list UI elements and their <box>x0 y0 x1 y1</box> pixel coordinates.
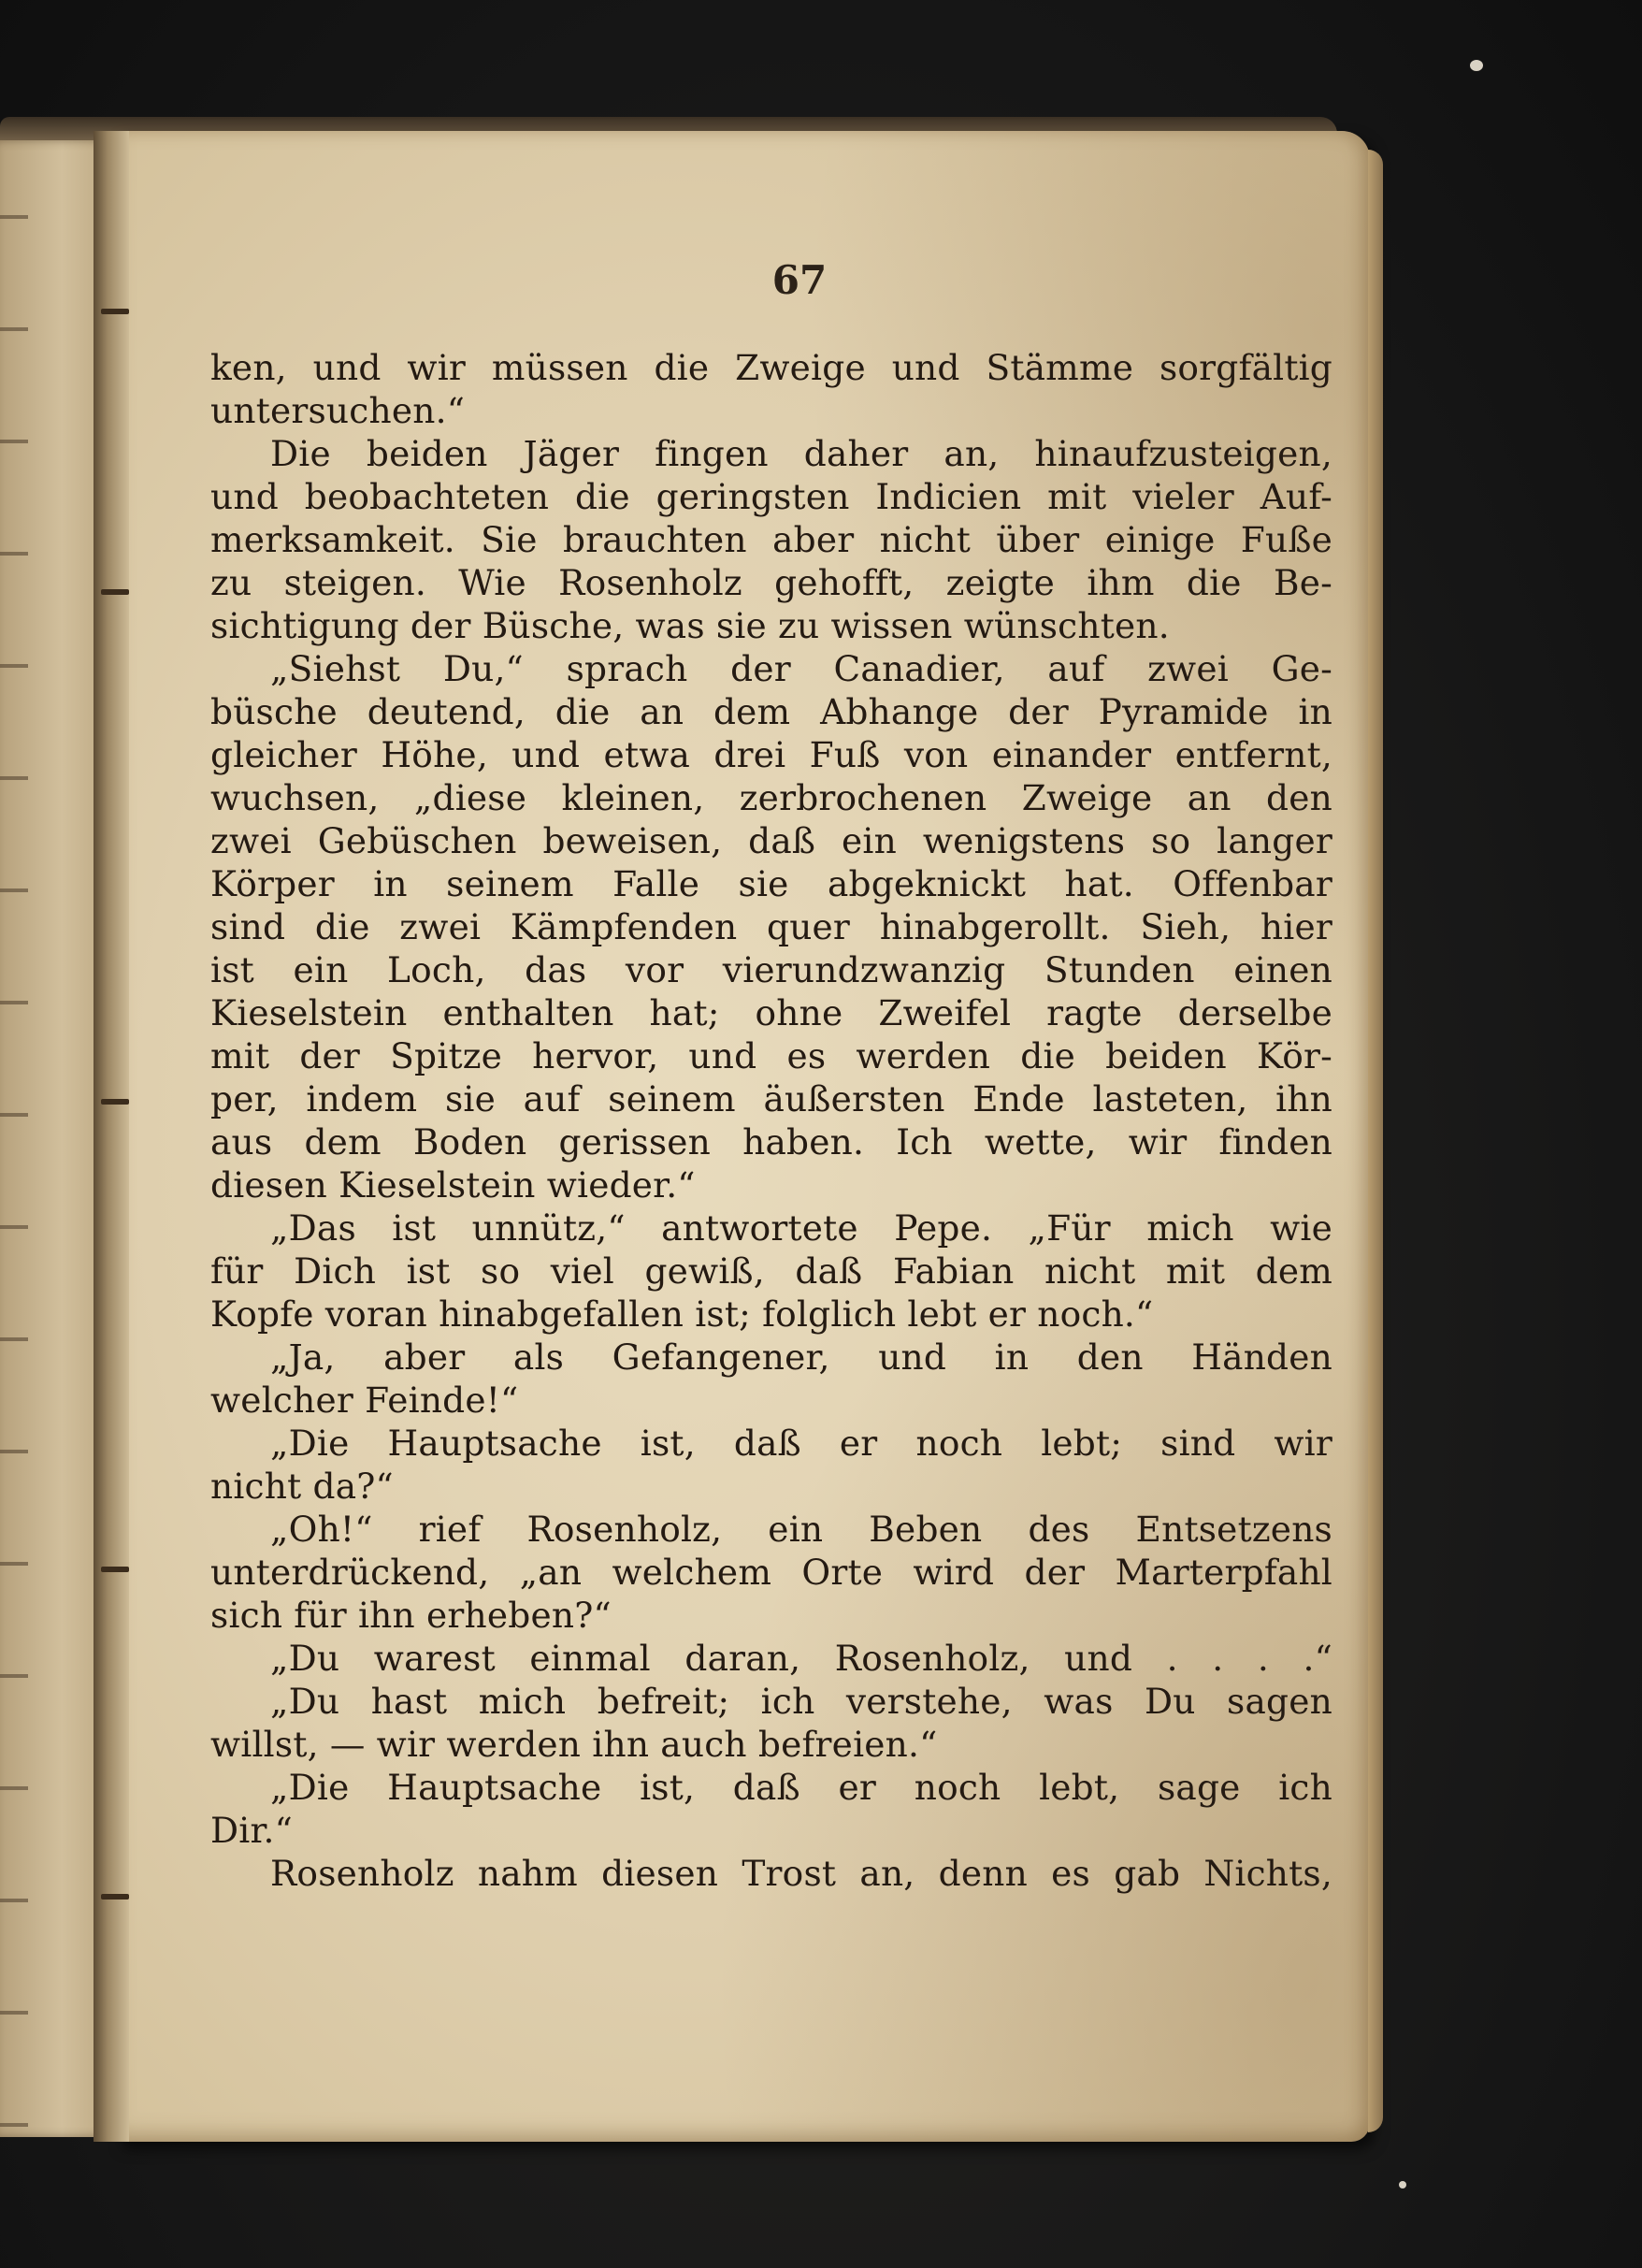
left-page-text-fragments <box>0 140 28 2137</box>
text-line: „Du warest einmal daran, Rosenholz, und . . . .“ <box>270 1638 1332 1679</box>
text-line: ken, und wir müssen die Zweige und Stämme sorgfältig <box>210 347 1332 388</box>
text-line: diesen Kieselstein wieder.“ <box>210 1164 696 1206</box>
page-number: 67 <box>771 257 828 303</box>
text-line: zwei Gebüschen beweisen, daß ein wenigstens so langer <box>210 820 1332 861</box>
text-line: ist ein Loch, das vor vierundzwanzig Stunden einen <box>210 949 1332 990</box>
text-line: gleicher Höhe, und etwa drei Fuß von einander entfernt, <box>210 734 1332 775</box>
text-line: Kopfe voran hinabgefallen ist; folglich lebt er noch.“ <box>210 1293 1154 1335</box>
book-gutter <box>94 131 129 2142</box>
text-line: „Siehst Du,“ sprach der Canadier, auf zwei Ge- <box>270 648 1332 689</box>
text-line: merksamkeit. Sie brauchten aber nicht über einige Fuße <box>210 519 1332 560</box>
dust-speck <box>1399 2181 1406 2189</box>
text-line: „Du hast mich befreit; ich verstehe, was Du sagen <box>270 1681 1332 1722</box>
text-line: „Ja, aber als Gefangener, und in den Händen <box>270 1336 1332 1378</box>
book-page <box>117 131 1370 2142</box>
binding-stitch <box>101 309 129 314</box>
text-line: zu steigen. Wie Rosenholz gehofft, zeigte ihm die Be- <box>210 562 1332 603</box>
text-line: untersuchen.“ <box>210 390 466 431</box>
page-edge <box>1368 150 1383 2132</box>
text-line: Rosenholz nahm diesen Trost an, denn es gab Nichts, <box>270 1853 1332 1894</box>
text-line: „Die Hauptsache ist, daß er noch lebt, sage ich <box>270 1767 1332 1808</box>
text-line: willst, — wir werden ihn auch befreien.“ <box>210 1724 938 1765</box>
binding-stitch <box>101 1567 129 1572</box>
binding-stitch <box>101 1894 129 1900</box>
text-line: welcher Feinde!“ <box>210 1380 519 1421</box>
binding-stitch <box>101 589 129 595</box>
dust-speck <box>1470 60 1483 71</box>
binding-stitch <box>101 1099 129 1105</box>
text-line: für Dich ist so viel gewiß, daß Fabian nicht mit dem <box>210 1250 1332 1292</box>
text-line: mit der Spitze hervor, und es werden die beiden Kör- <box>210 1035 1332 1076</box>
text-line: büsche deutend, die an dem Abhange der Pyramide in <box>210 691 1332 732</box>
text-line: Körper in seinem Falle sie abgeknickt hat. Offenbar <box>210 863 1332 904</box>
text-line: nicht da?“ <box>210 1466 394 1507</box>
text-line: „Das ist unnütz,“ antwortete Pepe. „Für mich wie <box>270 1207 1332 1249</box>
text-line: per, indem sie auf seinem äußersten Ende lasteten, ihn <box>210 1078 1332 1120</box>
text-line: sich für ihn erheben?“ <box>210 1595 612 1636</box>
text-line: sind die zwei Kämpfenden quer hinabgerollt. Sieh, hier <box>210 906 1332 947</box>
text-line: wuchsen, „diese kleinen, zerbrochenen Zweige an den <box>210 777 1332 818</box>
text-line: „Oh!“ rief Rosenholz, ein Beben des Entsetzens <box>270 1509 1332 1550</box>
text-line: unterdrückend, „an welchem Orte wird der Marterpfahl <box>210 1552 1332 1593</box>
text-line: Kieselstein enthalten hat; ohne Zweifel ragte derselbe <box>210 992 1332 1033</box>
text-line: aus dem Boden gerissen haben. Ich wette, wir finden <box>210 1121 1332 1163</box>
text-line: sichtigung der Büsche, was sie zu wissen wünschten. <box>210 605 1170 646</box>
page-text-block <box>210 346 1332 1895</box>
text-line: Die beiden Jäger fingen daher an, hinaufzusteigen, <box>270 433 1332 474</box>
text-line: Dir.“ <box>210 1810 293 1851</box>
text-line: „Die Hauptsache ist, daß er noch lebt; sind wir <box>270 1423 1332 1464</box>
text-line: und beobachteten die geringsten Indicien mit vieler Auf- <box>210 476 1332 517</box>
